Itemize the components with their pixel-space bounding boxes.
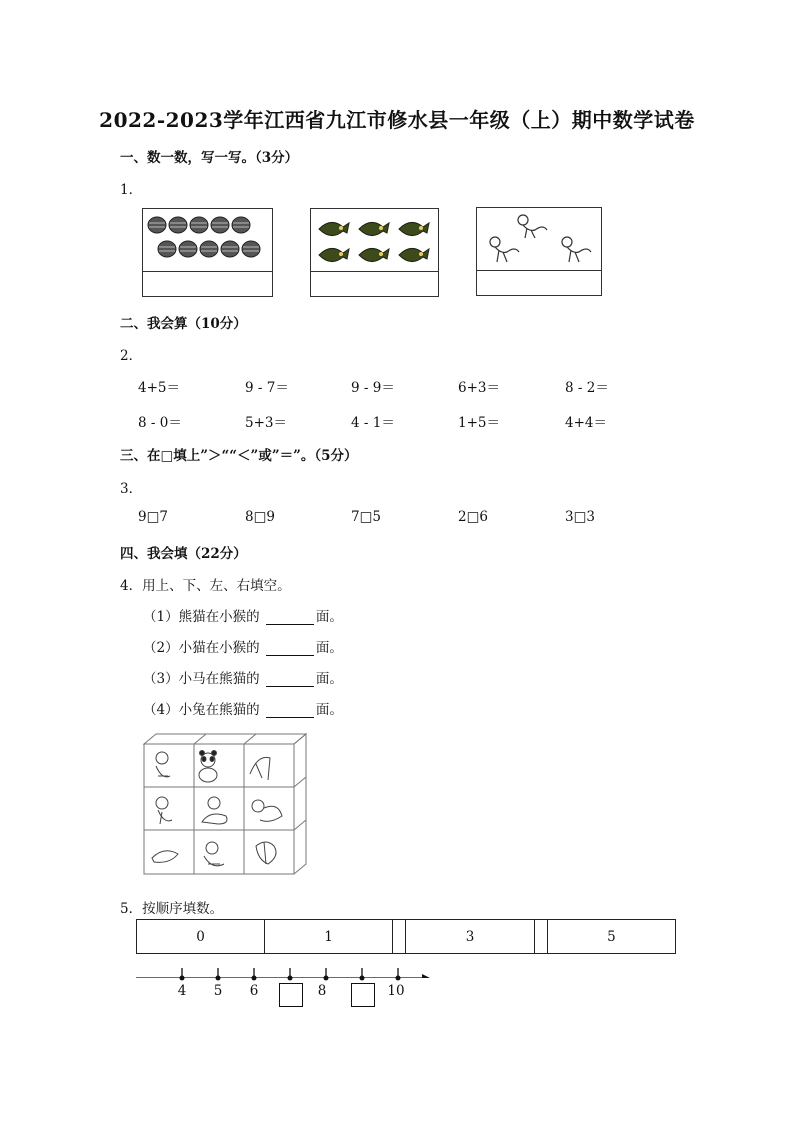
calc-expr: 4+4＝ [565,415,607,431]
compare-item: 2□6 [458,509,488,525]
count-box-fish [310,208,439,297]
question-5-text: 5．按顺序填数。 [120,901,224,917]
sub-question-1 [143,605,343,625]
animal-shelf-picture [138,730,310,878]
calc-expr: 1+5＝ [458,415,500,431]
numberline-label: 4 [177,983,187,999]
sub-question-3 [143,667,343,687]
count-box-monkeys [476,207,602,296]
numberline-answer-box[interactable] [279,983,303,1007]
sequence-cell: 5 [547,920,675,954]
sub-question-suffix: 面。 [315,609,343,625]
calc-expr: 4 - 1＝ [351,415,395,431]
calc-expr: 5+3＝ [245,415,287,431]
sequence-table [136,919,676,954]
answer-blank[interactable] [266,610,314,625]
sub-question-text: （2）小猫在小猴的 [143,640,260,656]
answer-blank[interactable] [266,703,314,718]
compare-item: 8□9 [245,509,275,525]
sequence-cell: 0 [137,920,265,954]
sub-question-text: （4）小兔在熊猫的 [143,702,260,718]
sub-question-2 [143,636,343,656]
numberline-label: 8 [317,983,327,999]
sequence-cell-blank[interactable] [534,920,547,954]
answer-blank[interactable] [266,672,314,687]
fish-group-picture [311,209,438,271]
section-heading-1: 一、数一数，写一写。（3分） [120,150,299,166]
monkey-group-picture [477,208,601,270]
numberline-label: 6 [249,983,259,999]
section-heading-3: 三、在□填上”＞““＜”或”＝”。（5分） [120,448,358,464]
calc-expr: 9 - 9＝ [351,380,395,396]
answer-blank[interactable] [266,641,314,656]
section-heading-4: 四、我会填（22分） [120,546,247,562]
question-number-1: 1． [120,182,143,198]
compare-item: 7□5 [351,509,381,525]
calc-expr: 8 - 2＝ [565,380,609,396]
question-number-3: 3． [120,481,143,497]
sub-question-suffix: 面。 [315,671,343,687]
table-row [137,920,676,954]
sub-question-text: （3）小马在熊猫的 [143,671,260,687]
compare-item: 3□3 [565,509,595,525]
numberline-label: 5 [213,983,223,999]
sub-question-4 [143,698,343,718]
sequence-cell-blank[interactable] [393,920,406,954]
question-4-text: 4．用上、下、左、右填空。 [120,578,291,594]
section-heading-2: 二、我会算（10分） [120,316,247,332]
sequence-cell: 1 [265,920,393,954]
sequence-cell: 3 [406,920,534,954]
count-box-walnuts [142,208,273,297]
calc-expr: 8 - 0＝ [138,415,182,431]
numberline-answer-box[interactable] [351,983,375,1007]
calc-expr: 9 - 7＝ [245,380,289,396]
calc-expr: 6+3＝ [458,380,500,396]
sub-question-suffix: 面。 [315,702,343,718]
calc-expr: 4+5＝ [138,380,180,396]
page-title: 2022-2023学年江西省九江市修水县一年级（上）期中数学试卷 [99,108,695,132]
question-number-2: 2． [120,348,143,364]
numberline-label: 10 [387,983,405,999]
walnut-group-picture [143,209,272,271]
sub-question-suffix: 面。 [315,640,343,656]
sub-question-text: （1）熊猫在小猴的 [143,609,260,625]
compare-item: 9□7 [138,509,168,525]
